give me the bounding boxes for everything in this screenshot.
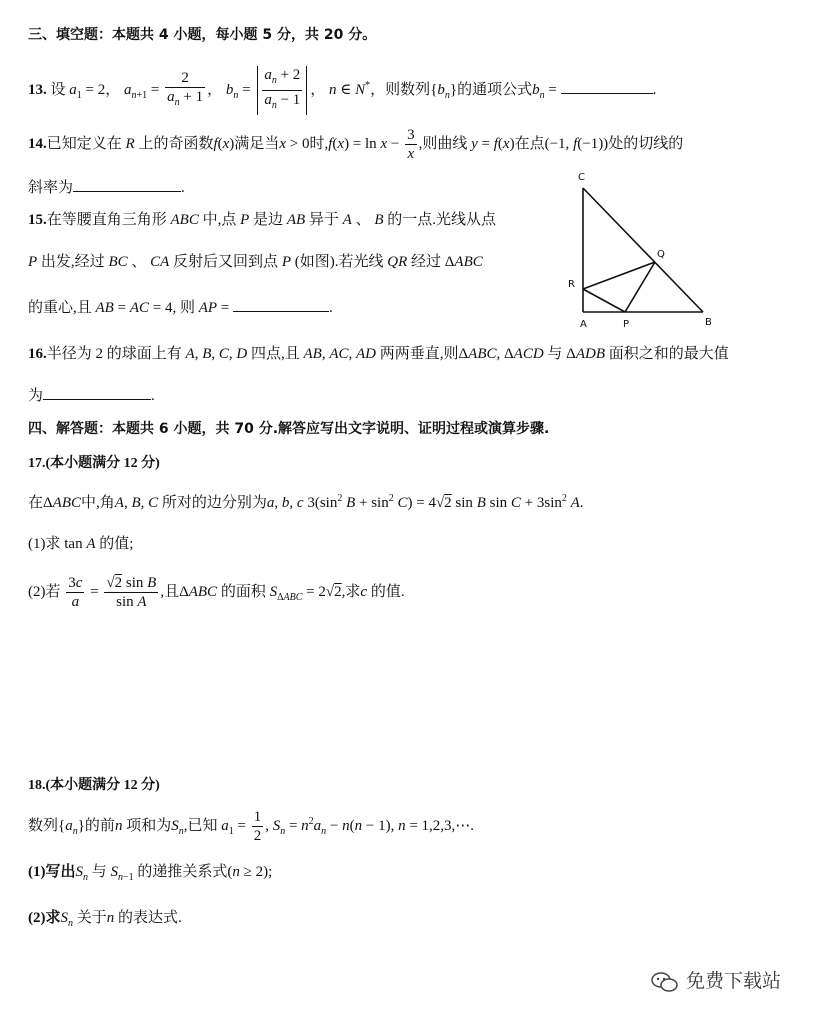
answer-blank-14[interactable]	[73, 177, 181, 192]
answer-blank-13[interactable]	[561, 79, 653, 94]
question-18-title: 18.(本小题满分 12 分)	[28, 778, 160, 793]
question-17-part-1: (1)求 tan A 的值;	[28, 536, 134, 552]
question-14: 14.已知定义在 R 上的奇函数f(x)满足当x > 0时,f(x) = ln x − $\frac{3}{x}$ ,则曲线 y = f(x)在点(−1, f(−1))处的切线的	[28, 127, 684, 163]
section-3-heading: 三、填空题：本题共 4 小题，每小题 5 分，共 20 分。	[28, 27, 377, 43]
question-18-part-2: (2)求$S_n$ 关于n 的表达式.	[28, 910, 182, 929]
question-13-number: 13.	[28, 82, 47, 98]
fraction-13a: $\frac{2}{a_n + 1}$	[167, 70, 204, 109]
question-15-line-1: 15.在等腰直角三角形 ABC 中,点 P 是边 AB 异于 A 、 B 的一点.光线从点	[28, 212, 497, 228]
question-18-statement: 数列$\{a_n\}$的前n 项和为$S_n$,已知 $a_1$ = $\frac{1}{2}$ , $S_n = n^2a_n - n(n - 1)$, n = 1,2,3,⋯.	[28, 809, 475, 845]
question-17-part-2: (2)若 $\frac{3c}{a}$ = $\frac{\text{√2 sin B}}{\text{sin A}}$ ,且ΔABC 的面积 $S_{\Delta ABC} = 2√2$,求c 的值.	[28, 575, 405, 611]
question-14-line-2: 斜率为 .	[28, 176, 185, 197]
label-q: Q	[657, 249, 665, 260]
question-13: 13. 设 $a_1 = 2$， $a_{n+1}$ = $\frac{2}{a_n + 1}$ ， $b_n$ = $\frac{a_n + 2}{a_n - 1}$ ， n ∈ N*，则数列$\{b_n\}$的通项公式$b_n$ = .	[28, 66, 656, 106]
watermark	[650, 966, 781, 994]
label-r: R	[568, 279, 575, 290]
ray-rp	[583, 289, 625, 312]
question-17-title: 17.(本小题满分 12 分)	[28, 456, 160, 471]
question-16-line-1: 16.半径为 2 的球面上有 A, B, C, D 四点,且 AB, AC, AD 两两垂直,则ΔABC, ΔACD 与 ΔADB 面积之和的最大值	[28, 346, 729, 362]
question-16-line-2: 为 .	[28, 384, 155, 405]
fraction-14: $\frac{3}{x}$	[407, 127, 415, 163]
question-15-line-2: P 出发,经过 BC 、 CA 反射后又回到点 P (如图).若光线 QR 经过 ΔABC	[28, 254, 483, 270]
watermark-text: 免费下载站	[686, 970, 782, 992]
ray-pq	[625, 262, 655, 312]
label-b: B	[705, 317, 712, 328]
section-4-heading: 四、解答题：本题共 6 小题，共 70 分.解答应写出文字说明、证明过程或演算步骤.	[28, 421, 550, 437]
label-p: P	[623, 319, 630, 330]
label-a: A	[580, 319, 587, 330]
triangle-figure	[560, 164, 730, 334]
ray-qr	[583, 262, 655, 289]
abs-value-13: $\frac{a_n + 2}{a_n - 1}$	[257, 66, 307, 115]
answer-blank-15[interactable]	[233, 297, 329, 312]
question-15-line-3: 的重心,且 AB = AC = 4, 则 AP = .	[28, 296, 333, 317]
label-c: C	[578, 172, 585, 183]
question-18-part-1: (1)写出$S_n$ 与 $S_{n-1}$ 的递推关系式(n ≥ 2);	[28, 864, 273, 883]
answer-blank-16[interactable]	[43, 385, 151, 400]
wechat-icon	[650, 970, 680, 994]
side-cb	[583, 188, 703, 312]
question-17-statement: 在ΔABC中,角A, B, C 所对的边分别为a, b, c $3(\sin^2$ $B + \sin^2 C) = 4√2$ sin B $\sin C + 3\sin^2$ A.	[28, 493, 584, 511]
